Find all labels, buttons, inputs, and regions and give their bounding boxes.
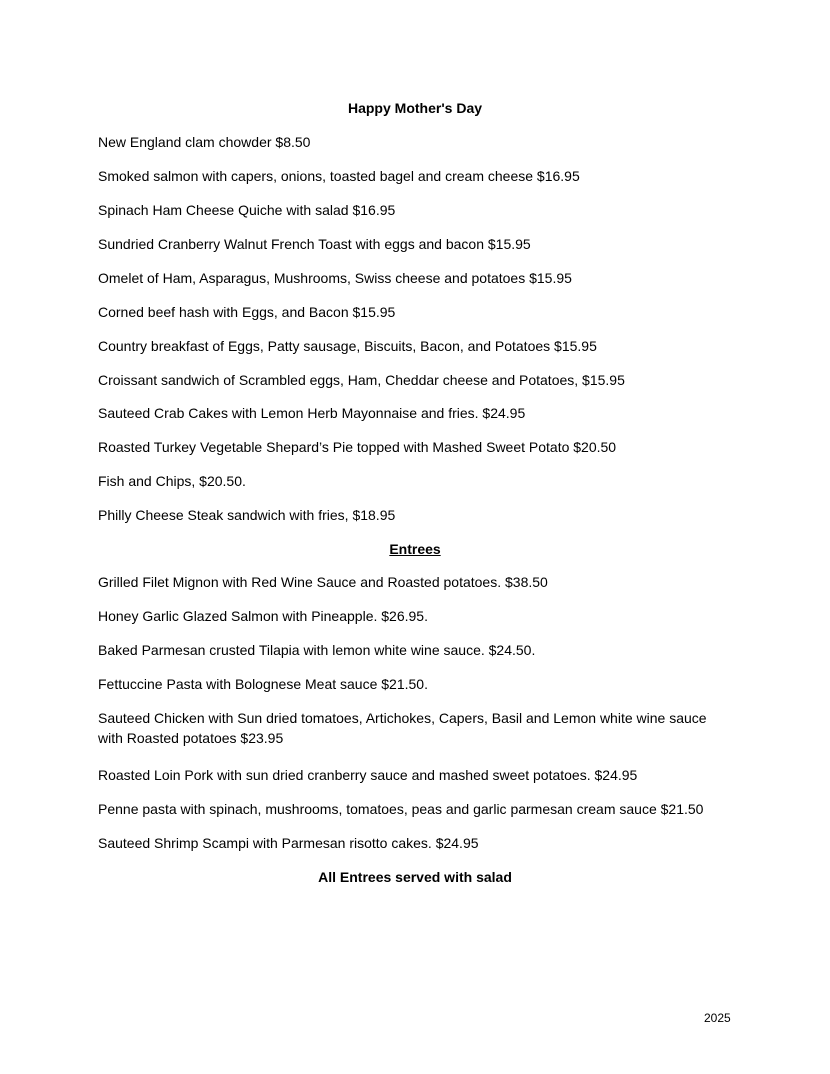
menu-item: Country breakfast of Eggs, Patty sausage, Biscuits, Bacon, and Potatoes $15.95 — [98, 338, 597, 354]
page-title: Happy Mother's Day — [347, 100, 483, 116]
menu-item: Sundried Cranberry Walnut French Toast with eggs and bacon $15.95 — [98, 236, 531, 252]
menu-item: Omelet of Ham, Asparagus, Mushrooms, Swiss cheese and potatoes $15.95 — [98, 270, 572, 286]
entree-item: Grilled Filet Mignon with Red Wine Sauce and Roasted potatoes. $38.50 — [98, 574, 548, 590]
entree-item: Honey Garlic Glazed Salmon with Pineapple. $26.95. — [98, 608, 428, 624]
menu-item: Philly Cheese Steak sandwich with fries, $18.95 — [98, 507, 396, 523]
entree-item: Penne pasta with spinach, mushrooms, tomatoes, peas and garlic parmesan cream sauce $21.50 — [98, 801, 704, 817]
menu-item: New England clam chowder $8.50 — [98, 134, 311, 150]
entree-item: Baked Parmesan crusted Tilapia with lemon white wine sauce. $24.50. — [98, 642, 536, 658]
footer-year: 2025 — [704, 1011, 731, 1025]
entree-item: Sauteed Shrimp Scampi with Parmesan risotto cakes. $24.95 — [98, 835, 479, 851]
menu-item: Roasted Turkey Vegetable Shepard’s Pie topped with Mashed Sweet Potato $20.50 — [98, 439, 617, 455]
entrees-heading: Entrees — [389, 541, 441, 557]
menu-item: Corned beef hash with Eggs, and Bacon $15.95 — [98, 304, 396, 320]
entrees-note: All Entrees served with salad — [318, 869, 512, 885]
entree-item: Sauteed Chicken with Sun dried tomatoes, Artichokes, Capers, Basil and Lemon white wine sauce with Roasted potatoes $23.95 — [98, 710, 707, 746]
entree-item: Fettuccine Pasta with Bolognese Meat sauce $21.50. — [98, 676, 428, 692]
menu-item: Spinach Ham Cheese Quiche with salad $16.95 — [98, 202, 396, 218]
menu-item: Croissant sandwich of Scrambled eggs, Ham, Cheddar cheese and Potatoes, $15.95 — [98, 372, 625, 388]
menu-item: Smoked salmon with capers, onions, toasted bagel and cream cheese $16.95 — [98, 168, 580, 184]
menu-item: Fish and Chips, $20.50. — [98, 473, 246, 489]
entree-item: Roasted Loin Pork with sun dried cranberry sauce and mashed sweet potatoes. $24.95 — [98, 767, 638, 783]
menu-item: Sauteed Crab Cakes with Lemon Herb Mayonnaise and fries. $24.95 — [98, 405, 526, 421]
